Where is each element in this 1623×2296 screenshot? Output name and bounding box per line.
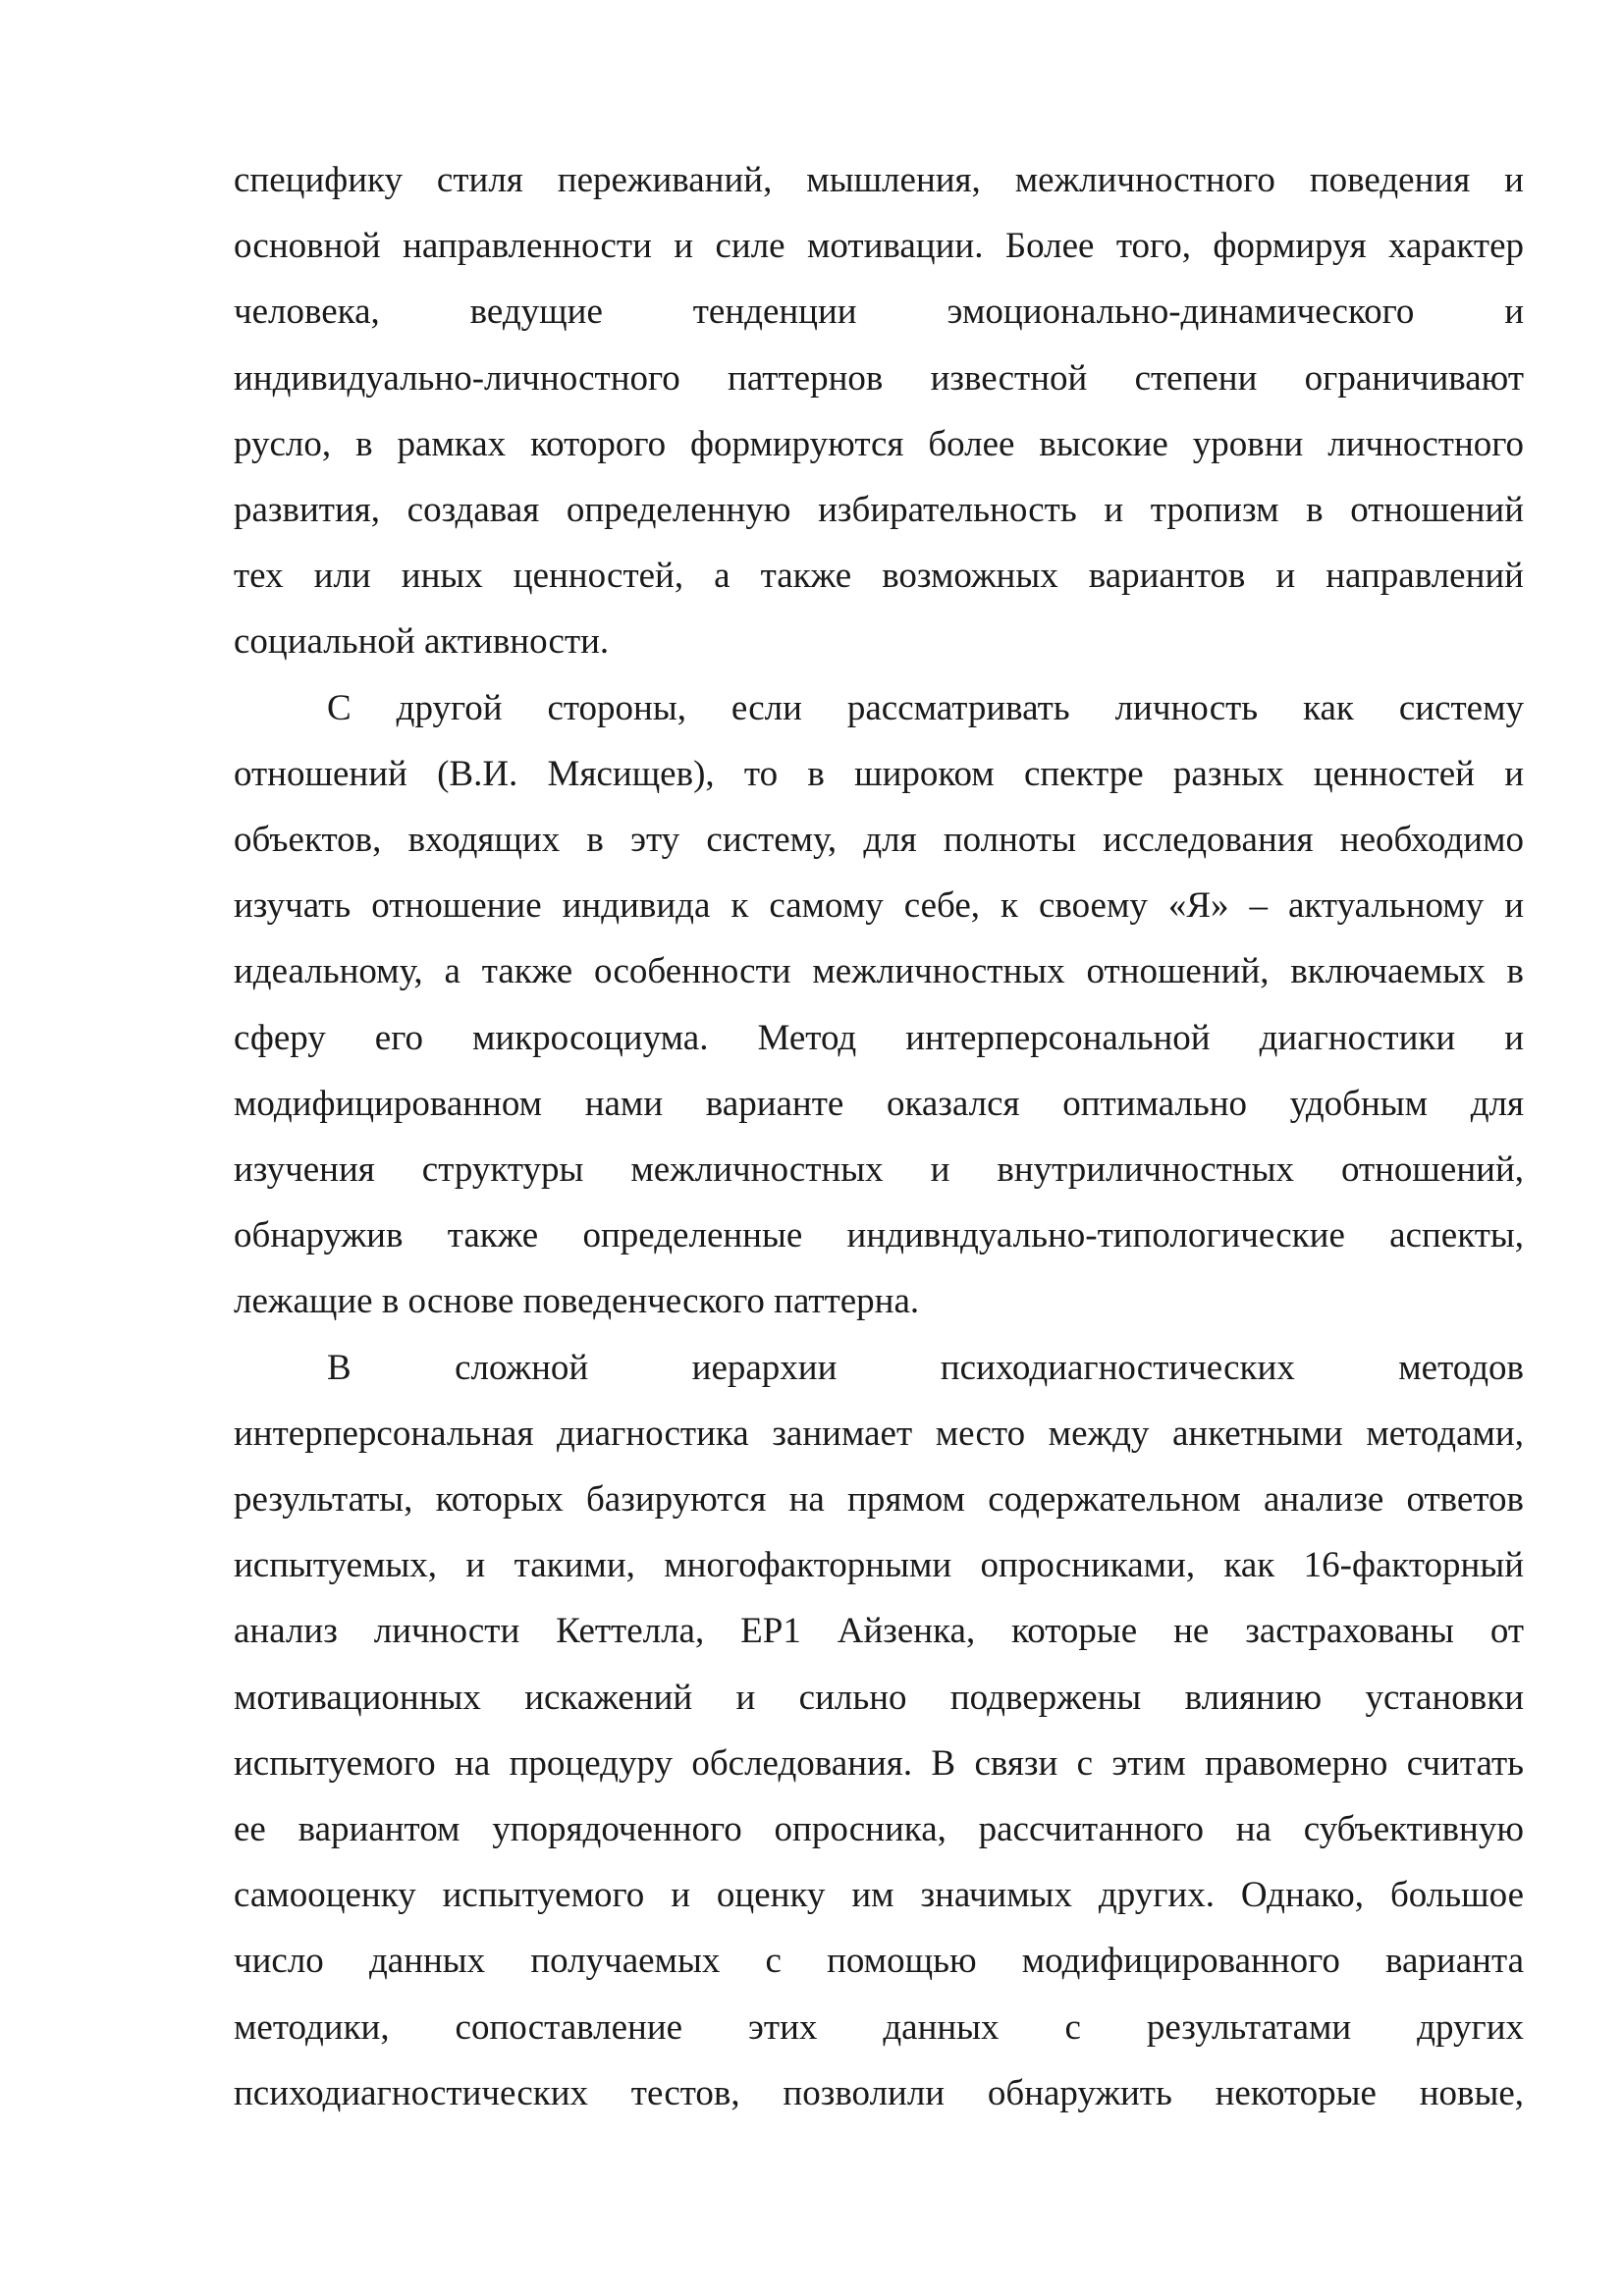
text-line: модифицированном нами варианте оказался оптимально удобным для [234, 1083, 1524, 1124]
text-line: анализ личности Кеттелла, EP1 Айзенка, которые не застрахованы от [234, 1611, 1524, 1652]
text-line: самооценку испытуемого и оценку им значимых других. Однако, большое [234, 1875, 1524, 1916]
paragraph-1 [234, 147, 1524, 675]
text-line: мотивационных искажений и сильно подвержены влиянию установки [234, 1677, 1524, 1718]
text-line: психодиагностических тестов, позволили обнаружить некоторые новые, [234, 2072, 1524, 2113]
paragraph-3 [234, 1335, 1524, 2126]
text-line: развития, создавая определенную избирательность и тропизм в отношений [234, 490, 1524, 531]
text-line: русло, в рамках которого формируются более высокие уровни личностного [234, 423, 1524, 464]
text-line: изучать отношение индивида к самому себе, к своему «Я» – актуальному и [234, 885, 1524, 927]
text-line: человека, ведущие тенденции эмоционально-динамического и [234, 292, 1524, 333]
paragraph-2 [234, 675, 1524, 1335]
text-line: отношений (В.И. Мясищев), то в широком спектре разных ценностей и [234, 753, 1524, 794]
text-line: индивидуально-личностного паттернов известной степени ограничивают [234, 357, 1524, 399]
body-text [234, 147, 1524, 2126]
text-line: интерперсональная диагностика занимает место между анкетными методами, [234, 1413, 1524, 1454]
text-line: идеальному, а также особенности межличностных отношений, включаемых в [234, 951, 1524, 992]
text-line: лежащие в основе поведенческого паттерна. [234, 1281, 920, 1322]
text-line: испытуемого на процедуру обследования. В связи с этим правомерно считать [234, 1742, 1524, 1784]
text-line: методики, сопоставление этих данных с результатами других [234, 2006, 1524, 2048]
text-line: С другой стороны, если рассматривать личность как систему [327, 687, 1524, 728]
text-line: испытуемых, и такими, многофакторными опросниками, как 16-факторный [234, 1545, 1524, 1586]
text-line: изучения структуры межличностных и внутриличностных отношений, [234, 1149, 1524, 1191]
text-line: тех или иных ценностей, а также возможных вариантов и направлений [234, 556, 1524, 597]
text-line: специфику стиля переживаний, мышления, межличностного поведения и [234, 160, 1524, 200]
text-line: В сложной иерархии психодиагностических методов [327, 1347, 1524, 1388]
text-line: результаты, которых базируются на прямом содержательном анализе ответов [234, 1479, 1524, 1521]
text-line: обнаружив также определенные индивндуально-типологические аспекты, [234, 1215, 1524, 1256]
text-line: объектов, входящих в эту систему, для полноты исследования необходимо [234, 820, 1524, 861]
text-line: основной направленности и силе мотивации. Более того, формируя характер [234, 226, 1524, 267]
text-line: социальной активности. [234, 621, 610, 663]
text-line: сферу его микросоциума. Метод интерперсональной диагностики и [234, 1017, 1524, 1058]
text-line: число данных получаемых с помощью модифицированного варианта [234, 1941, 1524, 1982]
text-line: ее вариантом упорядоченного опросника, рассчитанного на субъективную [234, 1809, 1524, 1850]
